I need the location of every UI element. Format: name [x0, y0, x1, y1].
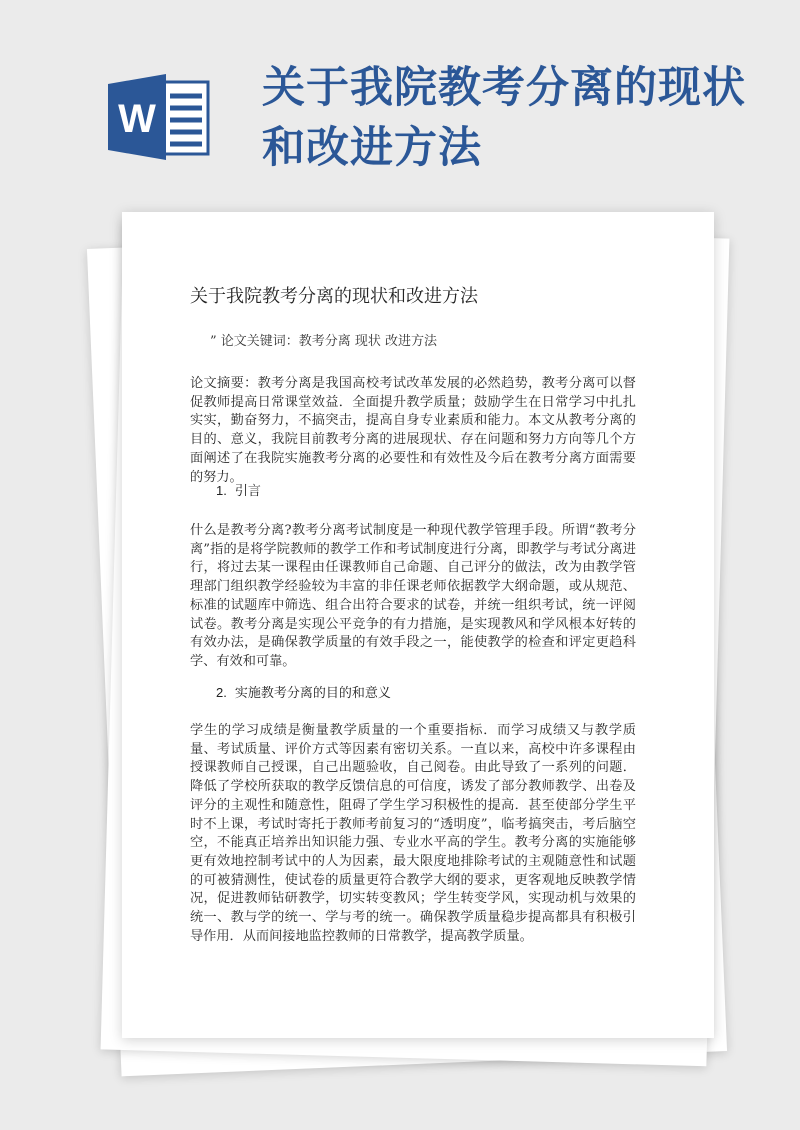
section-heading-purpose	[216, 682, 391, 701]
section-number: 2.	[216, 685, 227, 700]
section-heading-text: 实施教考分离的目的和意义	[234, 686, 391, 701]
document-page	[122, 212, 714, 1038]
word-document-icon	[108, 74, 212, 160]
document-title: 关于我院教考分离的现状和改进方法	[190, 286, 478, 307]
section-number: 1.	[216, 483, 227, 498]
keywords-line: ” 论文关键词：教考分离 现状 改进方法	[210, 334, 438, 349]
introduction-paragraph: 什么是教考分离?教考分离考试制度是一种现代教学管理手段。所谓“教考分离”指的是将学院教师的教学工作和考试制度进行分离，即教学与考试分离进行，将过去某一课程由任课教师自己命题、自己评分的做法，改为由教学管理部门组织教学经验较为丰富的非任课老师依据教学大纲命题，或从规范、标准的试题库中筛选、组合出符合要求的试卷，并统一组织考试，统一评阅试卷。教考分离是实现公平竞争的有力措施，是实现教风和学风根本好转的有效办法，是确保教学质量的有效手段之一，能使教学的检查和评定更趋科学、有效和可靠。	[190, 523, 636, 669]
purpose-paragraph: 学生的学习成绩是衡量教学质量的一个重要指标．而学习成绩又与教学质量、考试质量、评价方式等因素有密切关系。一直以来，高校中许多课程由授课教师自己授课，自己出题验收，自己阅卷。由此导致了一系列的问题．降低了学校所获取的教学反馈信息的可信度，诱发了部分教师教学、出卷及评分的主观性和随意性，阻碍了学生学习积极性的提高．甚至使部分学生平时不上课，考试时寄托于教师考前复习的“透明度”，临考搞突击，考后脑空空，不能真正培养出知识能力强、专业水平高的学生。教考分离的实施能够更有效地控制考试中的人为因素，最大限度地排除考试的主观随意性和试题的可被猜测性，使试卷的质量更符合教学大纲的要求，更客观地反映教学情况，促进教师钻研教学，切实转变教风；学生转变学风，实现动机与效果的统一、教与学的统一、学与考的统一。确保教学质量稳步提高都具有积极引导作用．从而间接地监控教师的日常教学，提高教学质量。	[190, 723, 636, 944]
banner-title: 关于我院教考分离的现状和改进方法	[262, 63, 746, 173]
word-icon-letter: W	[118, 97, 156, 141]
section-heading-text: 引言	[234, 484, 261, 499]
abstract-paragraph: 论文摘要：教考分离是我国高校考试改革发展的必然趋势，教考分离可以督促教师提高日常课堂效益．全面提升教学质量；鼓励学生在日常学习中扎扎实实，勤奋努力，不搞突击，提高自身专业素质和能力。本文从教考分离的目的、意义，我院目前教考分离的进展现状、存在问题和努力方向等几个方面阐述了在我院实施教考分离的必要性和有效性及今后在教考分离方面需要的努力。	[190, 376, 636, 485]
section-heading-introduction	[216, 480, 261, 499]
